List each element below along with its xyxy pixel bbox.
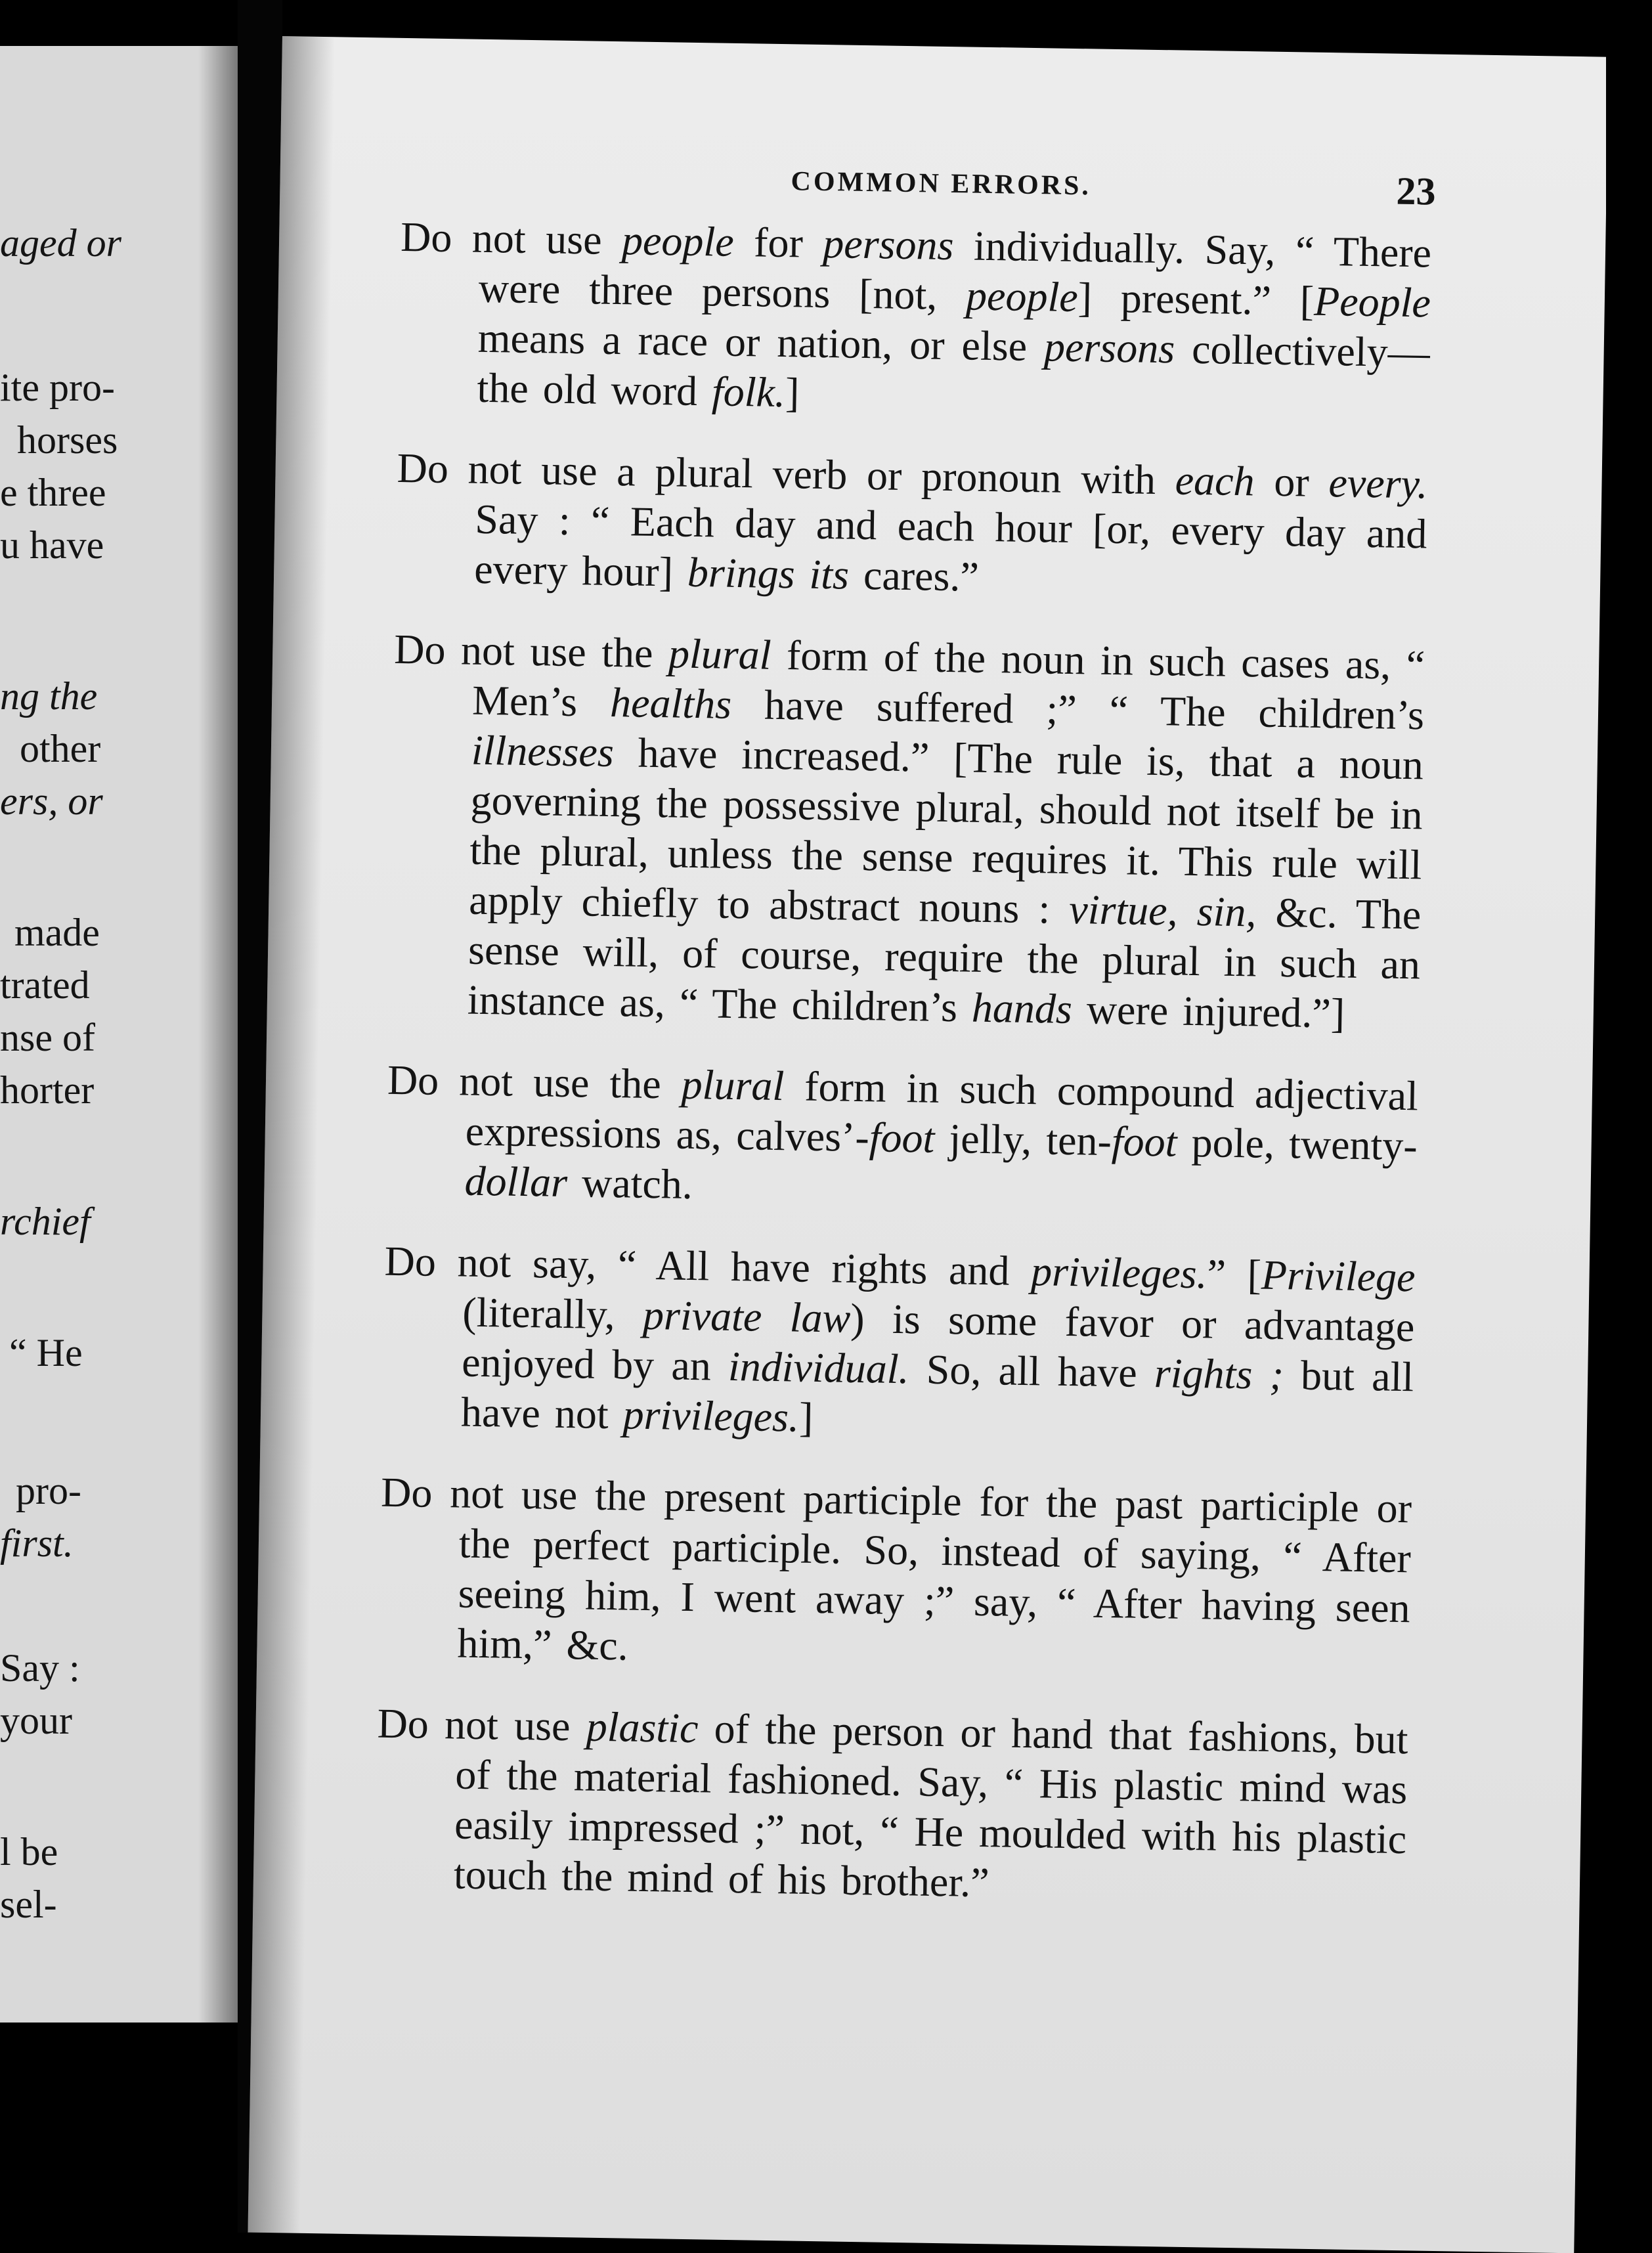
left-fragment: trated xyxy=(0,963,90,1007)
left-fragment: ng the xyxy=(0,674,98,718)
entry-present-participle: Do not use the present participle for the past participle or the perfect participle. So, instead of saying, “ After seeing him, I went away ;” say, “ After having seen him,” &c. xyxy=(380,1468,1412,1669)
entry-each-every: Do not use a plural verb or pronoun with each or every. Say : “ Each day and each hour [or, every day and every hour] brings its cares.” xyxy=(397,444,1429,600)
left-fragment: “ He xyxy=(9,1331,83,1374)
left-fragment: aged or xyxy=(0,221,121,265)
page-number: 23 xyxy=(1395,169,1437,213)
left-fragment: Say : xyxy=(0,1646,80,1690)
left-fragment: e three xyxy=(0,471,106,514)
left-page xyxy=(0,46,238,2023)
left-fragment: ite pro- xyxy=(0,366,115,409)
left-fragment: rchief xyxy=(0,1200,91,1243)
entry-plastic: Do not use plastic of the person or hand that fashions, but of the material fashioned. Say, “ His plastic mind was easily impressed ;” not, “ He moulded with his plastic touch the mind of his brother.” xyxy=(377,1699,1409,1906)
left-fragment: l be xyxy=(0,1830,58,1873)
left-fragment: nse of xyxy=(0,1016,95,1059)
entry-list xyxy=(374,212,1432,1946)
left-fragment: first. xyxy=(0,1521,74,1565)
left-fragment: pro- xyxy=(16,1469,81,1512)
entry-privileges: Do not say, “ All have rights and privileges.” [Privilege (literally, private law) is some favor or advantage enjoyed by an individual. So, all have rights ; but all have not privileges.] xyxy=(384,1237,1416,1441)
left-fragment: u have xyxy=(0,523,104,567)
scan-border xyxy=(1606,0,1652,2233)
left-fragment: horter xyxy=(0,1068,95,1112)
page-header xyxy=(280,158,1607,213)
entry-plural-noun: Do not use the plural form of the noun in such cases as, “ Men’s healths have suffered ;” “ The children’s illnesses have increased.” [The rule is, that a noun governing the possessive plural, should not itself be in the plural, unless the sense requires it. This rule will apply chiefly to abstract nouns : virtue, sin, &c. The sense will, of course, require the plural in such an instance as, “ The children’s hands were injured.”] xyxy=(393,625,1425,1037)
left-fragment: your xyxy=(0,1699,72,1742)
entry-people-persons: Do not use people for persons individually. Say, “ There were three persons [not, people] present.” [People means a race or nation, or else persons collectively—the old word folk.] xyxy=(400,213,1432,416)
left-fragment: ers, or xyxy=(0,779,103,823)
left-fragment: made xyxy=(14,911,100,954)
running-head: COMMON ERRORS. xyxy=(791,166,1092,202)
right-page xyxy=(248,36,1608,2253)
left-fragment: sel- xyxy=(0,1883,57,1926)
left-fragment: horses xyxy=(17,418,118,462)
left-fragment: other xyxy=(20,727,101,770)
page-fold-shadow xyxy=(198,46,238,2023)
entry-compound-adjectival: Do not use the plural form in such compound adjectival expressions as, calves’-foot jelly, ten-foot pole, twenty-dollar watch. xyxy=(387,1056,1419,1208)
